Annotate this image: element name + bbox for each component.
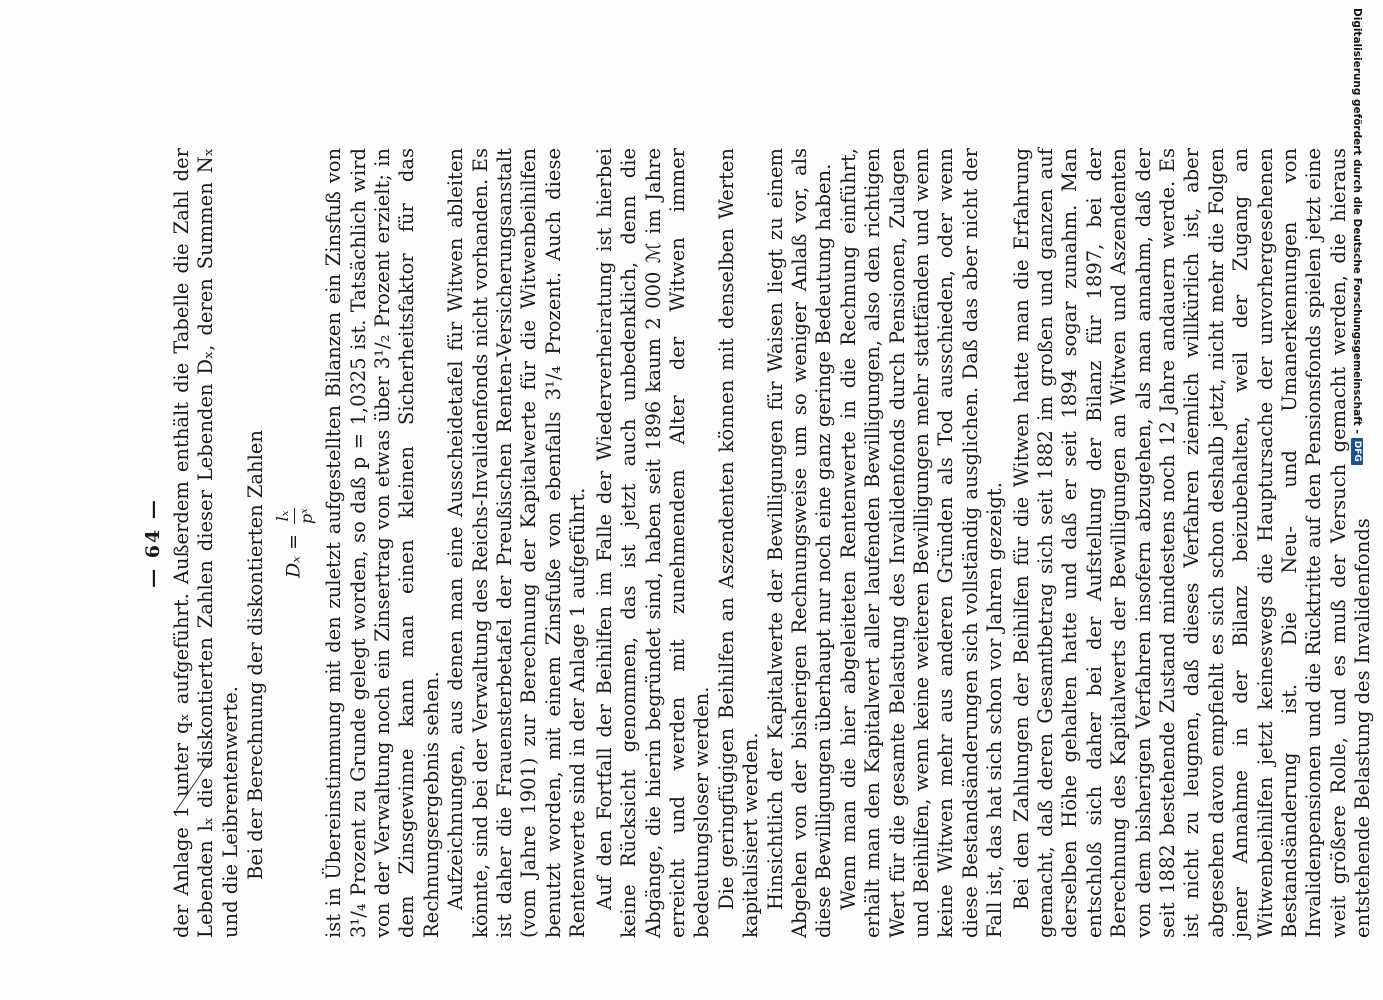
paragraph-7: Wenn man die hier abgeleiteten Rentenwerte in die Rechnung einführt, erhält man den Kapitalwert aller laufenden Bewilligungen, also den richtigen Wert für die gesamte Belastung des Invalidenfonds durch Pensionen, Zulagen und Beihilfen, wenn keine weiteren Bewilligungen mehr stattfänden und wenn keine Witwen mehr aus anderen Gründen als Tod ausschieden, oder wenn diese Bestandsänderungen sich vollständig ausglichen. Daß das aber nicht der Fall ist, das hat sich schon vor Jahren gezeigt. xyxy=(836,148,1007,938)
digitization-credit xyxy=(1351,8,1363,465)
formula-lhs: Dₓ = xyxy=(282,534,305,578)
credit-text: Digitalisierung gefördert durch die Deutsche Forschungsgemeinschaft - xyxy=(1351,8,1363,434)
paragraph-8: Bei den Zahlungen der Beihilfen für die Witwen hatte man die Erfahrung gemacht, daß deren Gesamtbetrag sich seit 1882 im großen und ganzen auf derselben Höhe gehalten hatte und daß er seit 1894 sogar zunahm. Man entschloß sich daher bei der Aufstellung der Bilanz für 1897, bei der Berechnung des Kapitalwerts der Bewilligungen an Witwen und Aszendenten von dem bisherigen Verfahren insofern abzugehen, als man annahm, daß der seit 1882 bestehende Zustand mindestens noch 12 Jahre andauern werde. Es ist nicht zu leugnen, daß dieses Verfahren ziemlich willkürlich ist, aber abgesehen davon empfiehlt es sich schon deshalb jetzt, nicht mehr die Folgen jener Annahme in der Bilanz beizubehalten, weil der Zugang an Witwenbeihilfen jetzt keineswegs die Hauptursache der unvorhergesehenen Bestandsänderung ist. Die Neu- und Umanerkennungen von Invalidenpensionen und die Rücktritte auf den Pensionsfonds spielen jetzt eine weit größere Rolle, und es muß der Versuch gemacht werden, die hieraus entstehende Belastung des Invalidenfonds xyxy=(1009,148,1375,938)
formula-denominator: pˣ xyxy=(297,508,317,524)
rotated-text-block xyxy=(142,148,1376,938)
formula-fraction xyxy=(271,508,318,524)
paragraph-1: der Anlage 1 unter qₓ aufgeführt. Außerdem enthält die Tabelle die Zahl der Lebenden lₓ die diskontierten Zahlen dieser Lebenden Dₓ, deren Summen Nₓ und die Leibrentenwerte. xyxy=(170,148,242,938)
paragraph-6: Hinsichtlich der Kapitalwerte der Bewilligungen für Waisen liegt zu einem Abgehen von der bisherigen Rechnungsweise um so weniger Anlaß vor, als diese Bewilligungen überhaupt nur noch eine ganz geringe Bedeutung haben. xyxy=(763,148,836,938)
paragraph-2: ist in Übereinstimmung mit den zuletzt aufgestellten Bilanzen ein Zinsfuß von 3¹/₄ Prozent zu Grunde gelegt worden, so daß p = 1,0325 ist. Tatsächlich wird von der Verwaltung noch ein Zinsertrag von etwas über 3¹/₂ Prozent erzielt; in dem Zinsgewinne kann man einen kleinen Sicherheitsfaktor für das Rechnungsergebnis sehen. xyxy=(322,148,443,938)
formula-numerator: lₓ xyxy=(271,508,295,524)
paragraph-3: Aufzeichnungen, aus denen man eine Ausscheidetafel für Witwen ableiten könnte, sind bei der Verwaltung des Reichs-Invalidenfonds nicht vorhanden. Es ist daher die Frauensterbetafel der Preußischen Renten-Versicherungsanstalt (vom Jahre 1901) zur Berechnung der Kapitalwerte für die Witwenbeihilfen benutzt worden, mit einem Zinsfuße von ebenfalls 3¹/₄ Prozent. Auch diese Rentenwerte sind in der Anlage 1 aufgeführt. xyxy=(444,148,590,938)
section-heading: Bei der Berechnung der diskontierten Zahlen xyxy=(244,430,268,880)
discount-formula xyxy=(271,148,318,938)
dfg-logo: DFG xyxy=(1351,438,1363,465)
paragraph-4: Auf den Fortfall der Beihilfen im Falle der Wiederverheiratung ist hierbei keine Rücksicht genommen, das ist jetzt auch unbedenklich, denn die Abgänge, die hierin begründet sind, haben seit 1896 kaum 2 000 ℳ im Jahre erreicht und werden mit zunehmendem Alter der Witwen immer bedeutungsloser werden. xyxy=(592,148,714,938)
paragraph-5: Die geringfügigen Beihilfen an Aszendenten können mit denselben Werten kapitalisiert werden. xyxy=(714,148,763,938)
page-number: — 64 — xyxy=(142,498,164,588)
